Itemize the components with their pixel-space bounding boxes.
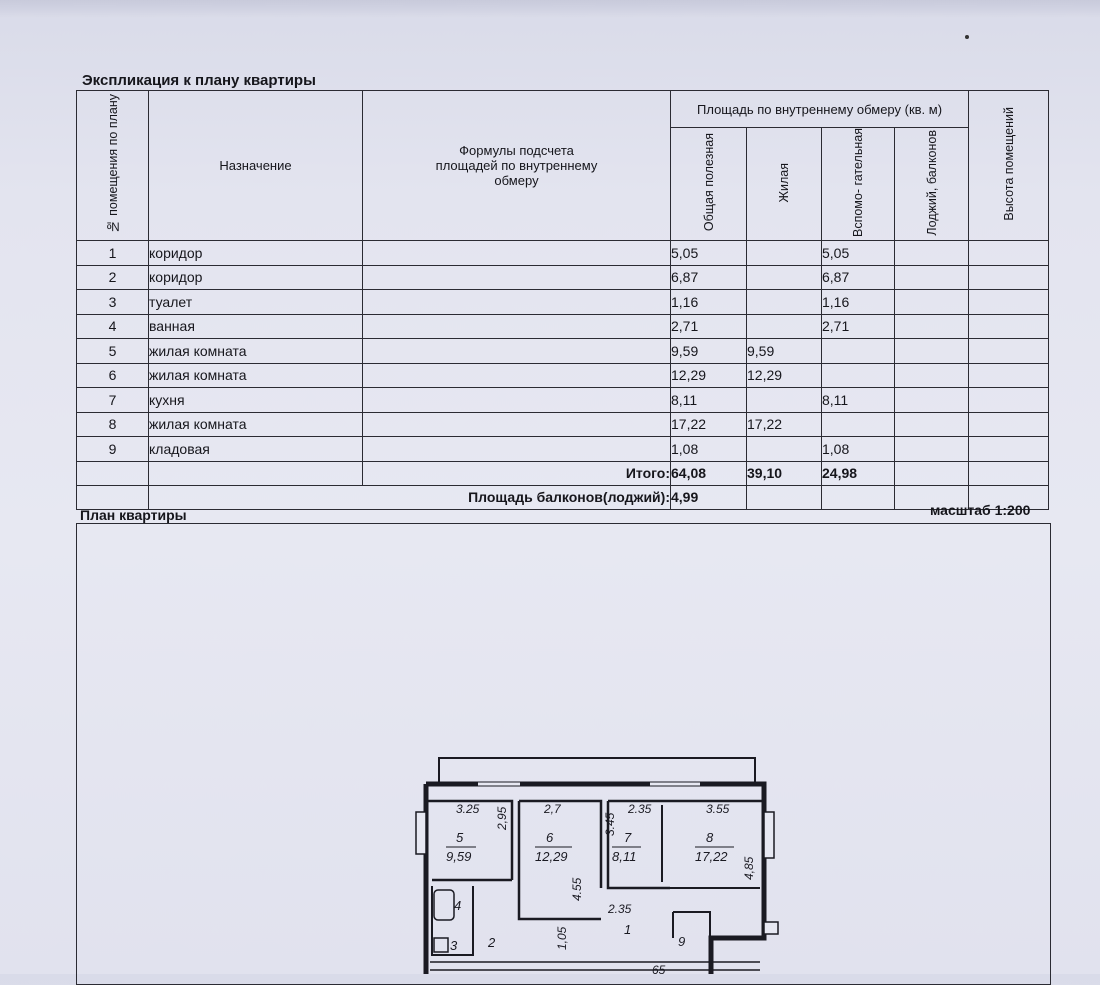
room-3-no: 3	[450, 938, 458, 953]
cell-aux: 6,87	[822, 265, 895, 290]
cell-living: 17,22	[747, 412, 822, 437]
cell-aux: 1,08	[822, 437, 895, 462]
cell-total: 6,87	[671, 265, 747, 290]
explication-title: Экспликация к плану квартиры	[82, 72, 316, 89]
totals-living: 39,10	[747, 461, 822, 485]
cell-no: 6	[77, 363, 149, 388]
dim-3-25: 3.25	[456, 802, 480, 816]
header-loggia: Лоджий, балконов	[895, 128, 969, 241]
room-9-no: 9	[678, 934, 686, 949]
dim-3-55: 3.55	[706, 802, 730, 816]
cell-no: 7	[77, 388, 149, 413]
balcony-label: Площадь балконов(лоджий):	[149, 485, 671, 509]
cell-purpose: коридор	[149, 265, 363, 290]
cell-no: 1	[77, 241, 149, 266]
room-6-area: 12,29	[535, 849, 568, 864]
cell-purpose: жилая комната	[149, 412, 363, 437]
cell-purpose: коридор	[149, 241, 363, 266]
dim-2-35-bottom: 2.35	[608, 902, 632, 916]
totals-label: Итого:	[363, 461, 671, 485]
toilet-icon	[434, 938, 448, 952]
cell-total: 1,16	[671, 290, 747, 315]
cell-purpose: кухня	[149, 388, 363, 413]
header-formulas: Формулы подсчета площадей по внутреннему обмеру	[363, 91, 671, 241]
cell-total: 17,22	[671, 412, 747, 437]
window-storage	[764, 922, 778, 934]
cell-aux: 8,11	[822, 388, 895, 413]
dim-2-35-top: 2.35	[628, 802, 652, 816]
balcony-outline	[439, 758, 755, 784]
totals-total: 64,08	[671, 461, 747, 485]
header-total-useful: Общая полезная	[671, 128, 747, 241]
plan-title: План квартиры	[80, 507, 187, 523]
plan-scale: масштаб 1:200	[930, 502, 1031, 518]
header-living: Жилая	[747, 128, 822, 241]
window-room5	[416, 812, 426, 854]
cell-purpose: ванная	[149, 314, 363, 339]
window-room8	[764, 812, 774, 858]
cell-total: 5,05	[671, 241, 747, 266]
cell-no: 2	[77, 265, 149, 290]
room-8-no: 8	[706, 830, 714, 845]
room-7-area: 8,11	[612, 849, 637, 864]
balcony-value: 4,99	[671, 485, 747, 509]
header-area-group: Площадь по внутреннему обмеру (кв. м)	[671, 91, 969, 128]
cell-no: 5	[77, 339, 149, 364]
dim-65: 65	[652, 963, 666, 974]
cell-no: 9	[77, 437, 149, 462]
cell-total: 12,29	[671, 363, 747, 388]
room-5-no: 5	[456, 830, 464, 845]
room-4-no: 4	[454, 898, 462, 913]
cell-aux: 2,71	[822, 314, 895, 339]
cell-living: 12,29	[747, 363, 822, 388]
cell-purpose: кладовая	[149, 437, 363, 462]
cell-purpose: жилая комната	[149, 339, 363, 364]
room-2-no: 2	[488, 935, 496, 950]
cell-total: 9,59	[671, 339, 747, 364]
cell-no: 8	[77, 412, 149, 437]
cell-purpose: жилая комната	[149, 363, 363, 388]
room-6-no: 6	[546, 830, 554, 845]
cell-aux: 1,16	[822, 290, 895, 315]
cell-total: 2,71	[671, 314, 747, 339]
room-1-no: 1	[624, 922, 632, 937]
cell-no: 4	[77, 314, 149, 339]
header-purpose: Назначение	[149, 91, 363, 241]
cell-total: 1,08	[671, 437, 747, 462]
header-auxiliary: Вспомо- гательная	[822, 128, 895, 241]
room-8-area: 17,22	[695, 849, 728, 864]
dim-1-05: 1,05	[555, 926, 569, 950]
header-height: Высота помещений	[969, 91, 1049, 241]
dim-2-95: 2,95	[495, 806, 509, 830]
bathtub-icon	[434, 890, 454, 920]
dim-2-7: 2,7	[544, 802, 561, 816]
cell-purpose: туалет	[149, 290, 363, 315]
dim-4-55: 4.55	[570, 877, 584, 901]
room-5-area: 9,59	[446, 849, 472, 864]
cell-aux: 5,05	[822, 241, 895, 266]
cell-total: 8,11	[671, 388, 747, 413]
header-room-no: № помещения по плану	[77, 91, 149, 241]
dim-3-45: 3.45	[603, 812, 617, 836]
room-7-no: 7	[624, 830, 632, 845]
cell-living: 9,59	[747, 339, 822, 364]
dim-4-85: 4,85	[742, 856, 756, 880]
totals-aux: 24,98	[822, 461, 895, 485]
cell-no: 3	[77, 290, 149, 315]
